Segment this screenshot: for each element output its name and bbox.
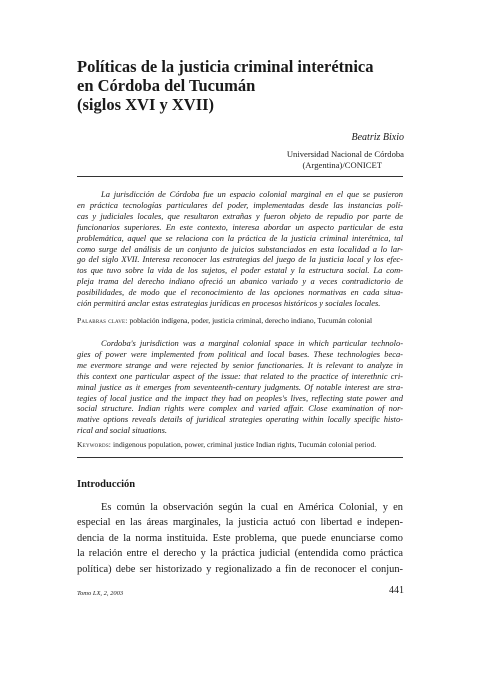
- resumen-line: funcionarios superiores. En este contexto, interesa abordar un aspecto particular de esta: [77, 221, 403, 232]
- abstract-line: mative options reveals details of juridical strategies operating within locally specific histo-: [77, 414, 403, 425]
- palabras-clave-text: población indígena, poder, justicia criminal, derecho indiano, Tucumán colonial: [129, 316, 373, 325]
- page-number: 441: [389, 585, 404, 596]
- resumen-line: cas y judiciales locales, que resultaron extrañas y fueron objeto de repudio por parte de: [77, 210, 403, 221]
- title-line: Políticas de la justicia criminal interétnica: [77, 57, 374, 76]
- abstract-line: gies of power were implemented from political and local bases. These technologies beca-: [77, 348, 403, 359]
- abstract-line: me evermore strange and were rejected by senior functionaries. It is relevant to analyze in: [77, 359, 403, 370]
- journal-volume: Tomo LX, 2, 2003: [77, 590, 124, 597]
- keywords-label: Keywords:: [77, 440, 112, 449]
- abstract-line: this context one particular aspect of the issue: that related to the practice of interethnic cri-: [77, 370, 403, 381]
- palabras-clave-label: Palabras clave:: [77, 316, 128, 325]
- divider-rule: [77, 176, 403, 177]
- abstract-line: Cordoba's jurisdiction was a marginal colonial space in which particular technolo-: [101, 338, 403, 348]
- body-line: política) debe ser historizado y regionalizado a fin de reconocer el conjun-: [77, 563, 403, 575]
- resumen-line: como surge del análisis de un conjunto de juicios substanciados en esta localidad a lo lar-: [77, 243, 403, 254]
- keywords-text: indigenous population, power, criminal justice Indian rights, Tucumán colonial period.: [113, 440, 377, 449]
- affiliation-line: (Argentina)/CONICET: [302, 160, 382, 170]
- abstract-line: social structure. Indian rights were complex and varied affair. Close examination of nor-: [77, 403, 403, 414]
- resumen-line: pleja trama del derecho indiano ofreció un abanico variado y a veces contradictorio de: [77, 276, 403, 287]
- section-heading: Introducción: [77, 479, 136, 490]
- resumen-block: [77, 189, 403, 309]
- abstract-block: [77, 338, 403, 436]
- body-line: especial en las áreas marginales, la justicia actuó con libertad e indepen-: [77, 517, 403, 529]
- abstract-line: tegies of local justice and the impact they had on peoples's lives, reflecting state power and: [77, 392, 403, 403]
- resumen-line: posibilidades, de modo que el reconocimiento de las opciones normativas en cada situa-: [77, 287, 403, 298]
- resumen-line: La jurisdicción de Córdoba fue un espacio colonial marginal en el que se pusieron: [101, 189, 403, 199]
- resumen-line: problemática, aquel que se relaciona con la práctica de la justicia criminal interétnica, tal: [77, 232, 403, 243]
- resumen-line: en práctica tecnologías particulares del poder, implementadas desde las instancias polí-: [77, 199, 403, 210]
- divider-rule: [77, 457, 403, 458]
- palabras-clave: [77, 316, 403, 326]
- body-line: dencia de la norma instituida. Este problema, que puede enunciarse como: [77, 532, 403, 544]
- author-affiliation: [204, 149, 404, 171]
- body-paragraph: [77, 500, 403, 577]
- resumen-line: go del siglo XVII. Interesa reconocer las estrategias del juego de la justicia local y los efec-: [77, 254, 403, 265]
- article-title: [77, 57, 407, 114]
- affiliation-line: Universidad Nacional de Córdoba: [286, 149, 404, 159]
- resumen-line: tos que tuvo sobre la vida de los sujetos, el poder estatal y la estructura social. La com-: [77, 265, 403, 276]
- body-line: la relación entre el derecho y la práctica judicial (entendida como práctica: [77, 548, 403, 560]
- author-name: Beatriz Bixio: [351, 132, 404, 143]
- title-line: (siglos XVI y XVII): [77, 95, 215, 114]
- abstract-line: rical and social situations.: [77, 425, 168, 436]
- body-line: Es común la observación según la cual en América Colonial, y en: [101, 502, 403, 513]
- title-line: en Córdoba del Tucumán: [77, 76, 256, 95]
- keywords: [77, 440, 403, 450]
- resumen-line: ción permitirá anclar estas estrategias jurídicas en procesos históricos y sociales locales.: [77, 298, 381, 309]
- abstract-line: minal justice as it emerges from seventeenth-century judgments. Of notable interest are stra-: [77, 381, 403, 392]
